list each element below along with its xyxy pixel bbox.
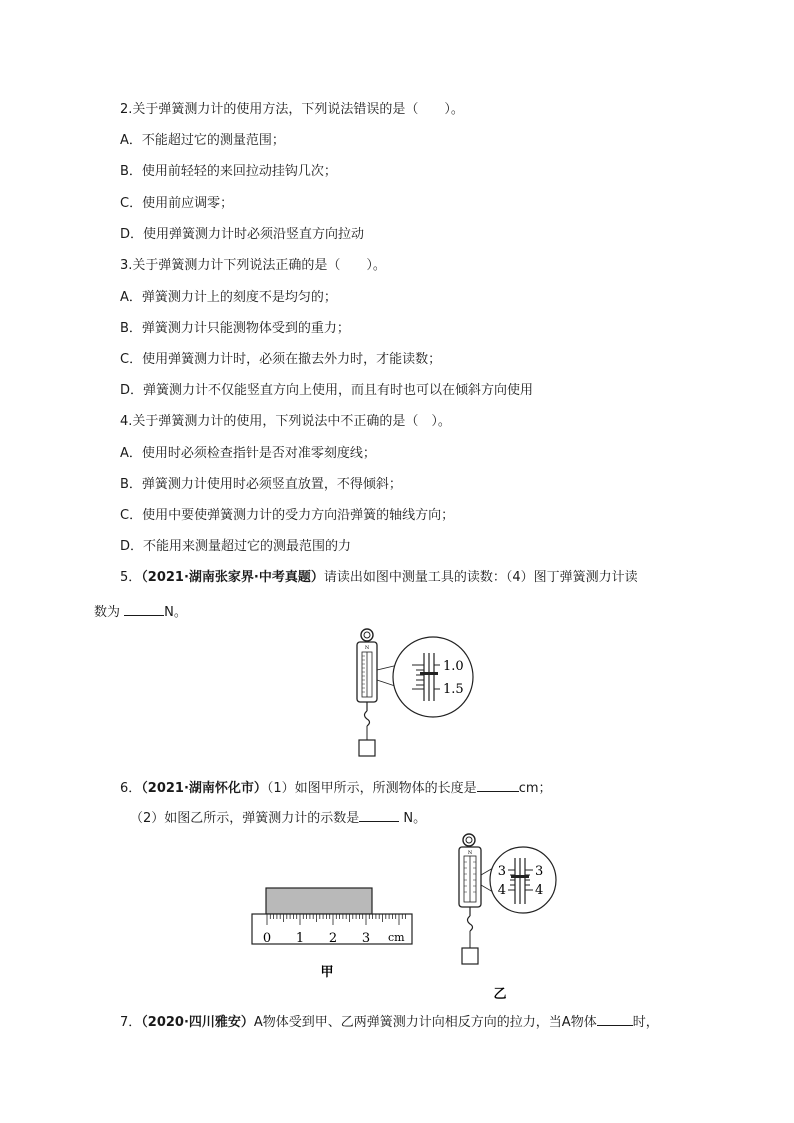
q5-spring-scale-figure bbox=[340, 625, 480, 765]
q6-number: 6． bbox=[120, 781, 142, 796]
q7-text-pre: A物体受到甲、乙两弹簧测力计向相反方向的拉力，当A物体 bbox=[253, 1015, 597, 1030]
q5-text-pre: 数为 bbox=[94, 605, 125, 620]
q6-n-label: N bbox=[467, 850, 473, 856]
q5-source: （2021·湖南张家界·中考真题） bbox=[141, 570, 324, 585]
q5-answer-blank[interactable] bbox=[124, 602, 164, 616]
q4-option-c: C．使用中要使弹簧测力计的受力方向沿弹簧的轴线方向； bbox=[120, 508, 455, 523]
meter-caption: 乙 bbox=[493, 987, 507, 1002]
q2-stem: 2.关于弹簧测力计的使用方法，下列说法错误的是（ ）。 bbox=[120, 102, 464, 117]
q6-part1-post: cm； bbox=[518, 781, 552, 796]
q2-option-b: B．使用前轻轻的来回拉动挂钩几次； bbox=[120, 164, 337, 179]
q7-text-post: 时， bbox=[632, 1015, 659, 1030]
q6-ruler-figure bbox=[248, 884, 418, 979]
q3-option-d: D．弹簧测力计不仅能竖直方向上使用，而且有时也可以在倾斜方向使用 bbox=[120, 383, 534, 398]
q2-option-d: D．使用弹簧测力计时必须沿竖直方向拉动 bbox=[120, 227, 365, 242]
q6-part2-post: N。 bbox=[399, 811, 427, 826]
q2-option-a: A．不能超过它的测量范围； bbox=[120, 133, 285, 148]
ruler-tick-0: 0 bbox=[262, 931, 272, 946]
meter-left-bottom: 4 bbox=[497, 883, 506, 898]
q5-n-label: N bbox=[364, 645, 370, 651]
q5-text: 请读出如图中测量工具的读数：（4）图丁弹簧测力计读 bbox=[323, 570, 638, 585]
meter-right-bottom: 4 bbox=[535, 883, 544, 898]
ruler-tick-2: 2 bbox=[328, 931, 338, 946]
q5-scale-bottom: 1.5 bbox=[443, 682, 464, 697]
ruler-unit: cm bbox=[388, 931, 405, 944]
ruler-tick-1: 1 bbox=[295, 931, 305, 946]
q5-line1 bbox=[120, 570, 638, 586]
q3-option-c: C．使用弹簧测力计时，必须在撤去外力时，才能读数； bbox=[120, 352, 442, 367]
q5-number: 5． bbox=[120, 570, 142, 585]
q5-text-post: N。 bbox=[164, 605, 187, 620]
q7-number: 7． bbox=[120, 1015, 142, 1030]
q6-line2 bbox=[130, 808, 426, 827]
q6-answer-blank-2[interactable] bbox=[359, 808, 399, 822]
q5-scale-top: 1.0 bbox=[443, 659, 464, 674]
meter-right-top: 3 bbox=[535, 864, 544, 879]
ruler-tick-3: 3 bbox=[361, 931, 371, 946]
q6-line1 bbox=[120, 778, 552, 797]
q7-answer-blank[interactable] bbox=[597, 1012, 633, 1026]
q3-option-b: B．弹簧测力计只能测物体受到的重力； bbox=[120, 321, 350, 336]
q4-stem: 4.关于弹簧测力计的使用，下列说法中不正确的是（ ）。 bbox=[120, 414, 451, 429]
q3-option-a: A．弹簧测力计上的刻度不是均匀的； bbox=[120, 290, 337, 305]
meter-left-top: 3 bbox=[497, 864, 506, 879]
q7-source: （2020·四川雅安） bbox=[141, 1015, 254, 1030]
q6-part1-pre: （1）如图甲所示，所测物体的长度是 bbox=[266, 781, 477, 796]
q4-option-a: A．使用时必须检查指针是否对准零刻度线； bbox=[120, 446, 376, 461]
ruler-caption: 甲 bbox=[320, 965, 334, 979]
q3-stem: 3.关于弹簧测力计下列说法正确的是（ ）。 bbox=[120, 258, 386, 273]
q6-answer-blank-1[interactable] bbox=[477, 778, 519, 792]
q6-spring-scale-figure bbox=[448, 830, 568, 1002]
q4-option-d: D．不能用来测量超过它的测最范围的力 bbox=[120, 539, 352, 554]
q6-source: （2021·湖南怀化市） bbox=[141, 781, 267, 796]
q6-part2-pre: （2）如图乙所示，弹簧测力计的示数是 bbox=[130, 811, 360, 826]
q7-line1 bbox=[120, 1012, 659, 1031]
q5-line2 bbox=[94, 602, 187, 621]
q2-option-c: C．使用前应调零； bbox=[120, 196, 234, 211]
q4-option-b: B．弹簧测力计使用时必须竖直放置，不得倾斜； bbox=[120, 477, 402, 492]
